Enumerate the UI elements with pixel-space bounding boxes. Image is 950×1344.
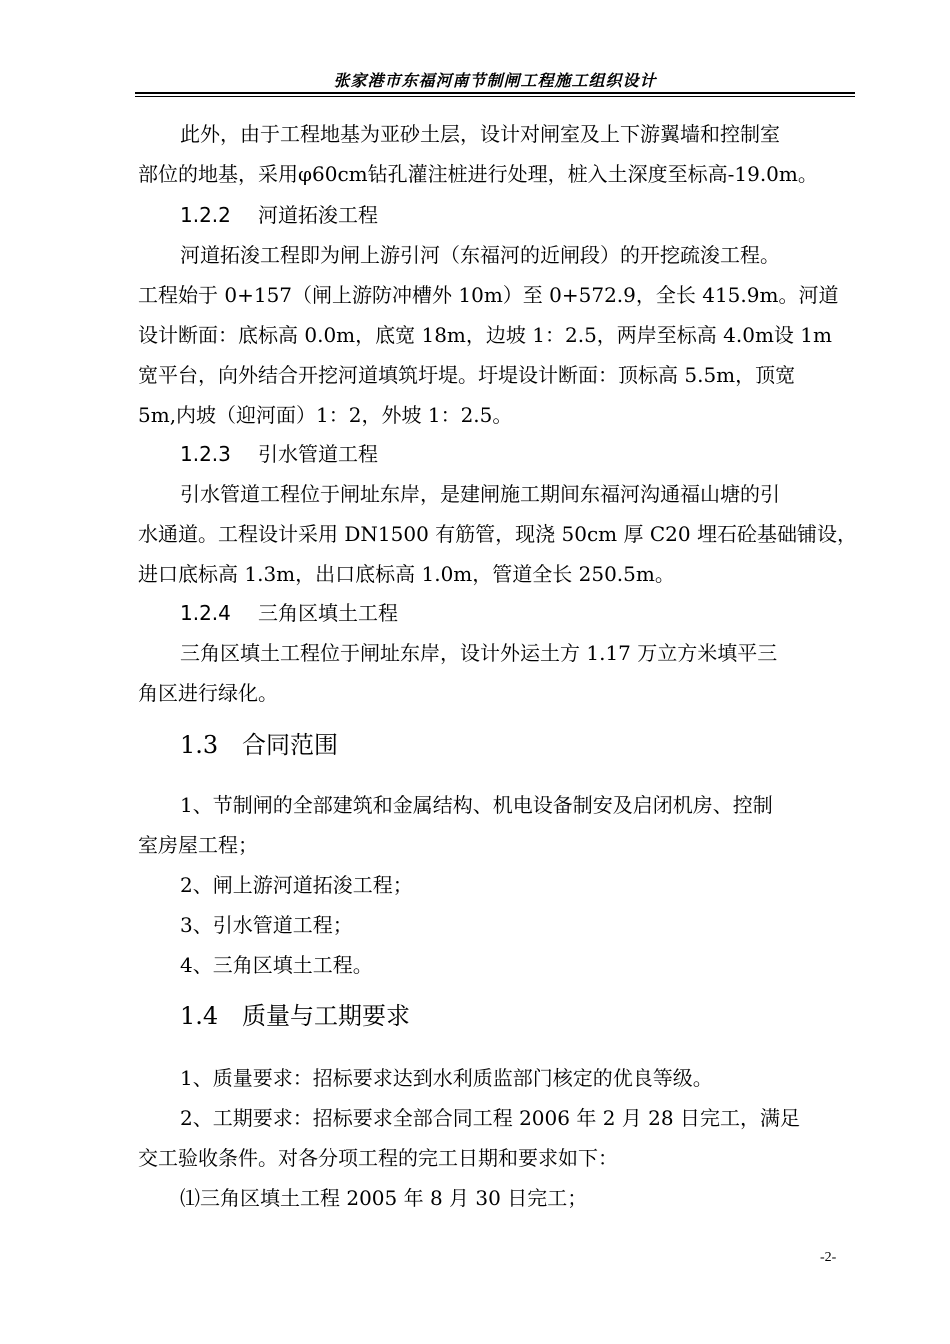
list-item: 2、工期要求：招标要求全部合同工程 2006 年 2 月 28 日完工，满足 (180, 1106, 800, 1130)
text-line: 此外，由于工程地基为亚砂土层，设计对闸室及上下游翼墙和控制室 (180, 122, 780, 146)
section-title: 质量与工期要求 (242, 1002, 410, 1030)
text-line: 进口底标高 1.3m，出口底标高 1.0m，管道全长 250.5m。 (138, 562, 675, 586)
paragraph-water-pipe (138, 474, 858, 594)
section-heading-1-2-4 (180, 593, 398, 633)
list-item: 1、质量要求：招标要求达到水利质监部门核定的优良等级。 (180, 1066, 713, 1090)
paragraph-foundation (138, 114, 858, 194)
paragraph-triangle-fill (138, 633, 858, 713)
running-header: 张家港市东福河南节制闸工程施工组织设计 (333, 71, 657, 90)
text-line: 河道拓浚工程即为闸上游引河（东福河的近闸段）的开挖疏浚工程。 (180, 243, 780, 267)
paragraph-river-dredging (138, 235, 858, 435)
contract-scope-list (138, 785, 858, 985)
list-item: 1、节制闸的全部建筑和金属结构、机电设备制安及启闭机房、控制 (180, 793, 773, 817)
list-item: 2、闸上游河道拓浚工程； (180, 873, 413, 897)
header-rule (135, 92, 855, 97)
section-number: 1.2.2 (180, 203, 231, 227)
text-line: 水通道。工程设计采用 DN1500 有筋管，现浇 50cm 厚 C20 埋石砼基础铺设， (138, 522, 857, 546)
section-number: 1.2.4 (180, 601, 231, 625)
list-item-continuation: 交工验收条件。对各分项工程的完工日期和要求如下： (138, 1146, 618, 1170)
section-number: 1.2.3 (180, 442, 231, 466)
section-title: 引水管道工程 (258, 442, 378, 466)
section-heading-1-2-2 (180, 195, 378, 235)
text-line: 引水管道工程位于闸址东岸，是建闸施工期间东福河沟通福山塘的引 (180, 482, 780, 506)
list-item: ⑴三角区填土工程 2005 年 8 月 30 日完工； (180, 1186, 588, 1210)
section-heading-1-4 (180, 996, 410, 1036)
text-line: 工程始于 0+157（闸上游防冲槽外 10m）至 0+572.9，全长 415.9m。河道 (138, 283, 839, 307)
section-heading-1-3 (180, 725, 338, 765)
section-number: 1.3 (180, 731, 219, 759)
text-line: 5m,内坡（迎河面）1：2，外坡 1：2.5。 (138, 403, 513, 427)
section-number: 1.4 (180, 1002, 219, 1030)
list-item: 4、三角区填土工程。 (180, 953, 373, 977)
text-line: 设计断面：底标高 0.0m，底宽 18m，边坡 1：2.5，两岸至标高 4.0m设 1m (138, 323, 832, 347)
requirements-list (138, 1058, 858, 1218)
list-item-continuation: 室房屋工程； (138, 833, 258, 857)
section-title: 合同范围 (242, 731, 338, 759)
text-line: 角区进行绿化。 (138, 681, 278, 705)
section-title: 河道拓浚工程 (258, 203, 378, 227)
list-item: 3、引水管道工程； (180, 913, 353, 937)
section-heading-1-2-3 (180, 434, 378, 474)
text-line: 三角区填土工程位于闸址东岸，设计外运土方 1.17 万立方米填平三 (180, 641, 778, 665)
text-line: 部位的地基，采用φ60cm钻孔灌注桩进行处理，桩入土深度至标高-19.0m。 (138, 162, 818, 186)
text-line: 宽平台，向外结合开挖河道填筑圩堤。圩堤设计断面：顶标高 5.5m，顶宽 (138, 363, 796, 387)
section-title: 三角区填土工程 (258, 601, 398, 625)
page-number: -2- (820, 1250, 837, 1265)
